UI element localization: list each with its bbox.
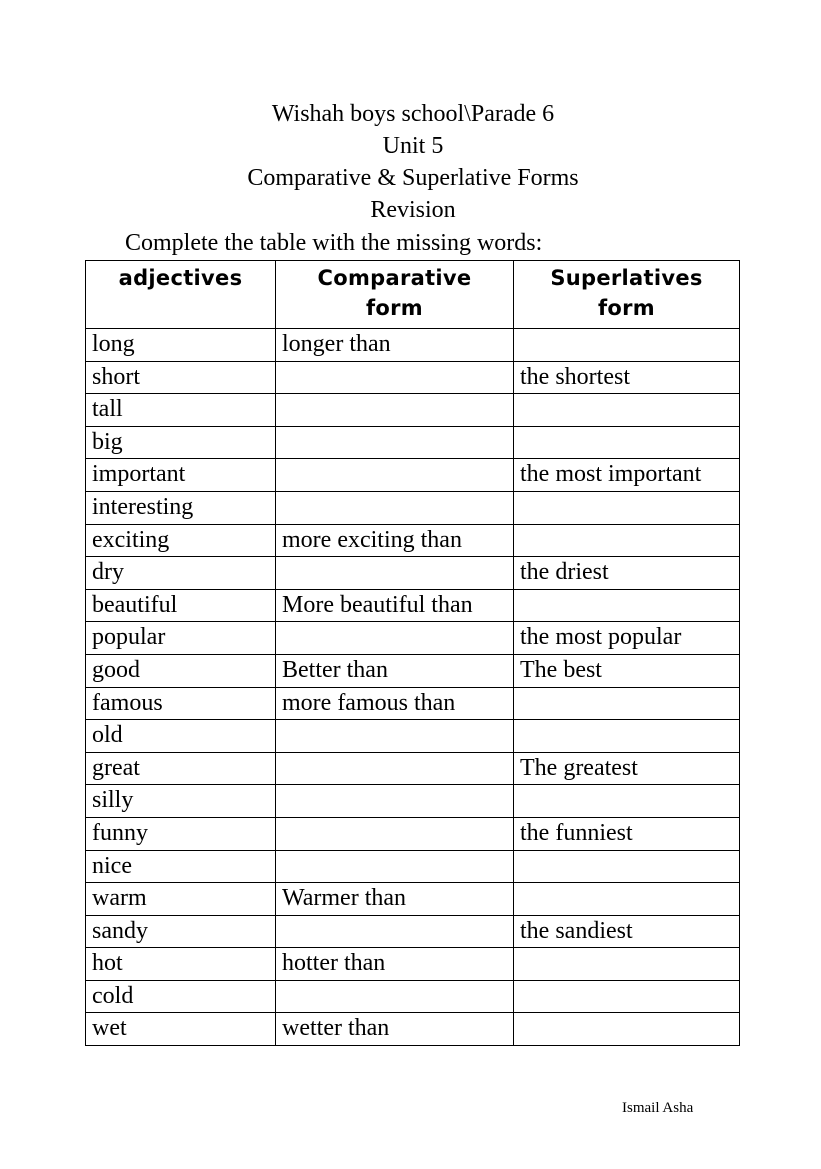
table-row (86, 752, 740, 785)
comparative-cell: More beautiful than (276, 589, 514, 622)
superlative-cell: the most popular (514, 622, 740, 655)
table-header-row (86, 261, 740, 329)
superlative-cell (514, 329, 740, 362)
superlative-cell (514, 883, 740, 916)
header-superlative-line2: form (597, 296, 655, 320)
school-name: Wishah boys school\Parade 6 (271, 101, 555, 127)
adjective-cell: interesting (86, 491, 276, 524)
adjective-cell: good (86, 654, 276, 687)
table-row (86, 426, 740, 459)
comparative-cell (276, 980, 514, 1013)
comparative-cell: longer than (276, 329, 514, 362)
comparative-cell (276, 850, 514, 883)
adjective-cell: beautiful (86, 589, 276, 622)
table-row (86, 557, 740, 590)
table-row (86, 459, 740, 492)
table-row (86, 980, 740, 1013)
adjective-cell: popular (86, 622, 276, 655)
comparative-cell: Better than (276, 654, 514, 687)
table-row (86, 915, 740, 948)
superlative-cell: The greatest (514, 752, 740, 785)
header-adjectives (86, 261, 276, 329)
superlative-cell (514, 426, 740, 459)
adjective-cell: warm (86, 883, 276, 916)
table-row (86, 883, 740, 916)
worksheet-header (0, 98, 821, 226)
table-row (86, 687, 740, 720)
comparative-cell (276, 491, 514, 524)
comparative-cell (276, 915, 514, 948)
adjective-cell: silly (86, 785, 276, 818)
comparative-cell (276, 785, 514, 818)
superlative-cell (514, 720, 740, 753)
comparative-cell: wetter than (276, 1013, 514, 1046)
adjective-cell: exciting (86, 524, 276, 557)
adjective-cell: old (86, 720, 276, 753)
superlative-cell (514, 589, 740, 622)
table-row (86, 491, 740, 524)
adjective-cell: funny (86, 817, 276, 850)
table-row (86, 361, 740, 394)
instructions: Complete the table with the missing words: (125, 230, 543, 256)
adjective-cell: big (86, 426, 276, 459)
table-row (86, 817, 740, 850)
adjective-cell: cold (86, 980, 276, 1013)
comparative-cell (276, 459, 514, 492)
comparative-cell: more exciting than (276, 524, 514, 557)
table-row (86, 785, 740, 818)
superlative-cell: the shortest (514, 361, 740, 394)
table-row (86, 329, 740, 362)
table-row (86, 622, 740, 655)
table-body (86, 329, 740, 1046)
unit-label: Unit 5 (382, 133, 444, 159)
comparative-cell: more famous than (276, 687, 514, 720)
comparative-cell (276, 720, 514, 753)
adjective-cell: tall (86, 394, 276, 427)
header-comparative (276, 261, 514, 329)
table-row (86, 589, 740, 622)
adjective-forms-table (85, 260, 740, 1046)
adjective-cell: sandy (86, 915, 276, 948)
comparative-cell: hotter than (276, 948, 514, 981)
worksheet-subtitle: Revision (370, 197, 456, 223)
superlative-cell (514, 850, 740, 883)
comparative-cell: Warmer than (276, 883, 514, 916)
superlative-cell: the driest (514, 557, 740, 590)
table-row (86, 850, 740, 883)
adjective-cell: dry (86, 557, 276, 590)
superlative-cell: The best (514, 654, 740, 687)
superlative-cell (514, 394, 740, 427)
adjective-cell: hot (86, 948, 276, 981)
superlative-cell (514, 1013, 740, 1046)
comparative-cell (276, 752, 514, 785)
table-row (86, 1013, 740, 1046)
superlative-cell (514, 524, 740, 557)
comparative-cell (276, 622, 514, 655)
superlative-cell: the funniest (514, 817, 740, 850)
comparative-cell (276, 817, 514, 850)
adjective-cell: wet (86, 1013, 276, 1046)
header-superlative (514, 261, 740, 329)
superlative-cell (514, 687, 740, 720)
superlative-cell (514, 980, 740, 1013)
worksheet-title: Comparative & Superlative Forms (247, 165, 579, 191)
table-row (86, 720, 740, 753)
table-row (86, 654, 740, 687)
comparative-cell (276, 426, 514, 459)
comparative-cell (276, 557, 514, 590)
table-row (86, 524, 740, 557)
adjective-cell: famous (86, 687, 276, 720)
header-comparative-line2: form (365, 296, 423, 320)
superlative-cell: the most important (514, 459, 740, 492)
author-name: Ismail Asha (622, 1100, 694, 1116)
superlative-cell (514, 785, 740, 818)
superlative-cell: the sandiest (514, 915, 740, 948)
header-adjectives-label: adjectives (118, 266, 243, 290)
superlative-cell (514, 491, 740, 524)
header-superlative-line1: Superlatives (550, 266, 703, 290)
header-comparative-line1: Comparative (317, 266, 472, 290)
comparative-cell (276, 394, 514, 427)
adjective-cell: nice (86, 850, 276, 883)
table-row (86, 948, 740, 981)
comparative-cell (276, 361, 514, 394)
adjective-cell: long (86, 329, 276, 362)
table-row (86, 394, 740, 427)
adjective-cell: great (86, 752, 276, 785)
adjective-cell: important (86, 459, 276, 492)
superlative-cell (514, 948, 740, 981)
adjective-cell: short (86, 361, 276, 394)
